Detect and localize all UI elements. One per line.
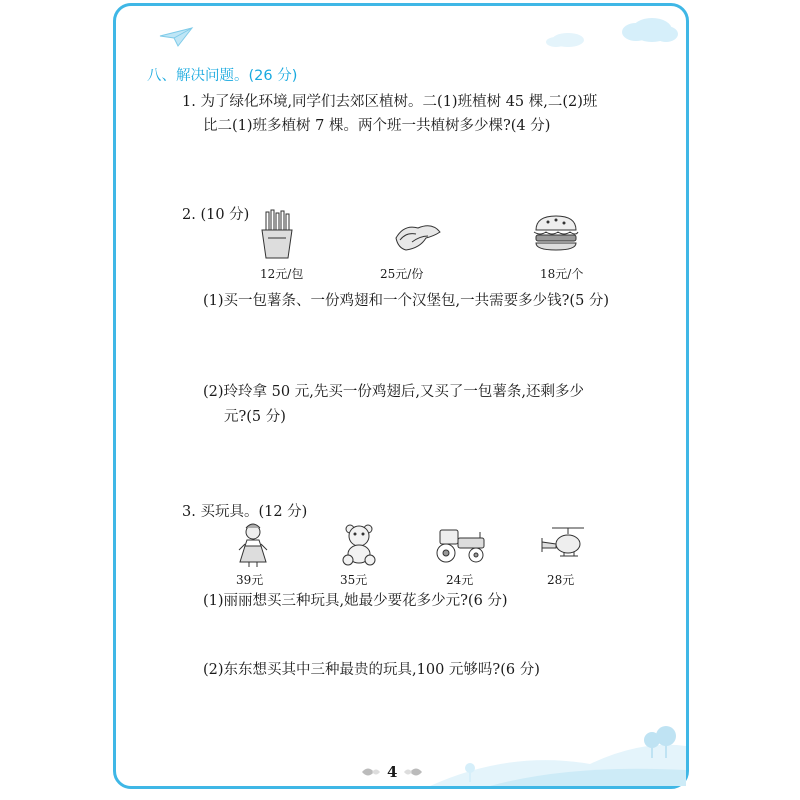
q3-sub2: (2)东东想买其中三种最贵的玩具,100 元够吗?(6 分) [203, 662, 540, 678]
teddy-bear-price: 35元 [340, 573, 368, 587]
q2-sub2-line2: 元?(5 分) [224, 409, 286, 425]
fries-price: 12元/包 [260, 267, 304, 281]
q1-text-line2: 比二(1)班多植树 7 棵。两个班一共植树多少棵?(4 分) [203, 118, 551, 134]
page-number: 4 [387, 763, 398, 781]
cloud-icon [540, 8, 680, 50]
chicken-wing-icon [392, 218, 444, 254]
q2-sub2-line1: (2)玲玲拿 50 元,先买一份鸡翅后,又买了一包薯条,还剩多少 [203, 384, 585, 400]
doll-icon [236, 522, 270, 568]
q3-header: 3. 买玩具。(12 分) [182, 504, 308, 520]
paper-plane-icon [158, 26, 194, 48]
french-fries-icon [256, 208, 298, 260]
helicopter-icon [538, 524, 586, 562]
q2-sub1: (1)买一包薯条、一份鸡翅和一个汉堡包,一共需要多少钱?(5 分) [203, 293, 610, 309]
hamburger-price: 18元/个 [540, 267, 584, 281]
tractor-icon [432, 526, 490, 564]
tractor-price: 24元 [446, 573, 474, 587]
q3-sub1: (1)丽丽想买三种玩具,她最少要花多少元?(6 分) [203, 593, 508, 609]
right-ornament-icon [402, 765, 424, 779]
q1-text-line1: 1. 为了绿化环境,同学们去郊区植树。二(1)班植树 45 棵,二(2)班 [182, 94, 598, 110]
teddy-bear-icon [340, 522, 380, 566]
q2-header: 2. (10 分) [182, 207, 250, 223]
helicopter-price: 28元 [547, 573, 575, 587]
chicken-wing-price: 25元/份 [380, 267, 424, 281]
left-ornament-icon [360, 765, 382, 779]
hamburger-icon [530, 212, 582, 252]
hills-decoration [430, 720, 686, 786]
doll-price: 39元 [236, 573, 264, 587]
section-title: 八、解决问题。(26 分) [147, 68, 298, 84]
